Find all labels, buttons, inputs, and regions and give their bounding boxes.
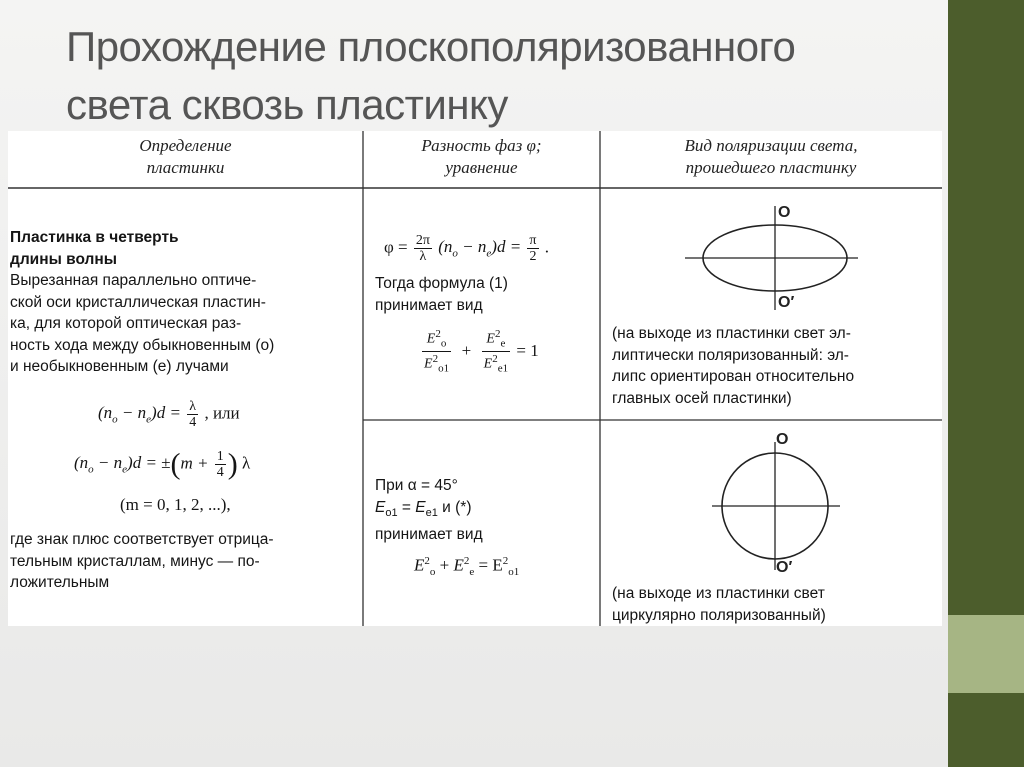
- phi-mid-2: − n: [457, 237, 487, 257]
- phi-mid-1: (n: [433, 237, 453, 257]
- phi-tail: .: [540, 237, 549, 257]
- phase-difference-equation: φ = $\frac{2\pi}{\lambda}$ $(n_o - n_e)d$ = $\frac{\pi}{2}$ .: [384, 233, 549, 264]
- phi-numerator-2: π: [529, 233, 537, 248]
- ellipse-note-line: липтически поляризованный: эл-: [612, 346, 849, 364]
- eq1-rhs: )d =: [151, 403, 186, 423]
- definition-text-line: ской оси кристаллическая пластин-: [10, 293, 266, 311]
- header-phase-line-2: уравнение: [445, 158, 518, 177]
- header-phase: [363, 135, 600, 179]
- ellipse-equation-tail: = 1: [516, 340, 539, 360]
- eq2-m: m +: [180, 453, 213, 473]
- eq2-tail: λ: [237, 453, 251, 473]
- phi-denominator: λ: [419, 249, 427, 264]
- alpha-45-line: При α = 45°: [375, 477, 458, 494]
- sign-note-line: где знак плюс соответствует отрица-: [10, 531, 274, 548]
- header-polarization: [600, 135, 942, 179]
- ellipse-label-o: O: [778, 204, 791, 221]
- definition-text-line: Вырезанная параллельно оптиче-: [10, 272, 257, 289]
- circle-note: [612, 583, 942, 626]
- circle-label-o-prime: O′: [776, 559, 793, 576]
- polarization-table: [8, 131, 942, 626]
- quarter-wave-general-equation: $(n_o - n_e)d = \pm(m$ + $\frac{1}{4}$ ) λ: [74, 447, 251, 481]
- eq1-numerator: λ: [187, 399, 198, 415]
- ellipse-equation: $\frac{E^2_o}{E^2_{o1}}$ + $\frac{E^2_e}{E^2_{e1}}$ = 1: [424, 328, 539, 375]
- eq2-lhs: (n: [74, 453, 89, 473]
- eq2-mid: − n: [93, 453, 123, 473]
- phi-denominator-2: 2: [529, 249, 537, 264]
- ellipse-note-line: липс ориентирован относительно: [612, 368, 855, 385]
- phi-numerator: 2π: [415, 233, 430, 248]
- eq1-fraction: [187, 399, 198, 430]
- header-phase-line-1: Разность фаз φ;: [421, 136, 542, 155]
- amp-tail: и (*): [437, 498, 472, 516]
- ellipse-term-o: $\frac{E^2_o}{E^2_{o1}}$: [424, 328, 450, 375]
- side-accent-bar-top: [948, 0, 1024, 615]
- circle-equation-mid: = E: [474, 555, 503, 575]
- header-definition-line-1: Определение: [139, 136, 232, 155]
- sign-note-line: тельным кристаллам, минус — по-: [10, 552, 260, 570]
- header-definition-line-2: пластинки: [146, 158, 225, 177]
- definition-text-line: ность хода между обыкновенным (o): [10, 336, 275, 354]
- circle-figure: [600, 420, 942, 580]
- circle-equation: $E^2_o + E^2_e = E^2_{o1}$: [414, 555, 520, 579]
- ellipse-term-e: $\frac{E^2_e}{E^2_{e1}}$: [483, 328, 509, 375]
- eq2-fraction: [215, 449, 226, 480]
- eq1-mid: − n: [117, 403, 147, 423]
- definition-text-line: ка, для которой оптическая раз-: [10, 315, 242, 332]
- phi-fraction: [414, 233, 432, 264]
- circle-note-line: (на выходе из пластинки свет: [612, 585, 825, 602]
- side-accent-bar-middle: [948, 615, 1024, 693]
- sign-note: [10, 529, 362, 594]
- circle-label-o: O: [776, 431, 789, 448]
- ellipse-label-o-prime: O′: [778, 294, 795, 311]
- eq2-rhs: )d = ±: [127, 453, 171, 473]
- sign-note-line: ложительным: [10, 574, 110, 591]
- side-accent-bar-bottom: [948, 693, 1024, 767]
- amplitude-equality-line: $E_{o1} = E_{e1}$ и (*): [375, 498, 472, 519]
- amp-e: E: [375, 498, 386, 516]
- eq2-denominator: 4: [216, 465, 224, 480]
- then-formula-line-1: Тогда формула (1): [375, 275, 508, 292]
- m-values: [120, 495, 231, 515]
- header-polarization-line-2: прошедшего пластинку: [685, 158, 857, 177]
- slide-title-line-1: Прохождение плоскополяризованного: [66, 23, 796, 70]
- eq2-numerator: 1: [216, 449, 224, 464]
- circle-note-line: циркулярно поляризованный): [612, 606, 826, 624]
- header-definition: [8, 135, 363, 179]
- then-formula-line-2: принимает вид: [375, 296, 483, 314]
- definition-heading-line-1: Пластинка в четверть: [10, 229, 179, 246]
- quarter-wave-equation: $(n_o - n_e)d$ = $\frac{\lambda}{4}$ , или: [98, 399, 240, 430]
- ellipse-note-line: главных осей пластинки): [612, 389, 792, 407]
- phi-fraction-2: [527, 233, 538, 264]
- eq1-tail: , или: [204, 403, 240, 423]
- ellipse-note: [612, 323, 942, 409]
- takes-form-line: принимает вид: [375, 526, 483, 544]
- m-values-text: (m = 0, 1, 2, ...),: [120, 495, 231, 514]
- definition-heading-line-2: длины волны: [10, 250, 117, 268]
- slide-title-line-2: света сквозь пластинку: [66, 81, 508, 128]
- definition-text-line: и необыкновенным (e) лучами: [10, 358, 229, 375]
- eq2-open-paren: (: [170, 447, 181, 481]
- definition-block: [10, 227, 362, 378]
- phi-mid-3: )d =: [491, 237, 526, 257]
- eq1-denominator: 4: [189, 415, 197, 430]
- header-polarization-line-1: Вид поляризации света,: [684, 136, 858, 155]
- then-formula-text: [375, 273, 597, 316]
- eq2-close-paren: ): [227, 447, 238, 481]
- ellipse-note-line: (на выходе из пластинки свет эл-: [612, 325, 851, 342]
- eq1-lhs: (n: [98, 403, 113, 423]
- slide-title: [66, 18, 926, 134]
- alpha-45-block: [375, 475, 597, 546]
- phi-lhs: φ =: [384, 237, 412, 257]
